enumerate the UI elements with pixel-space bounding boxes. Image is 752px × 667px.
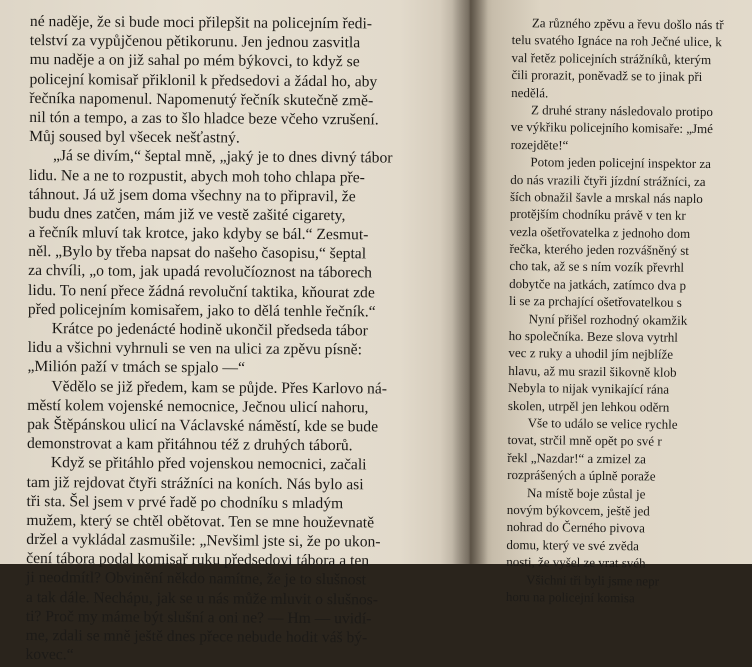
right-page-line: ších obnažil šavle a mrskal nás naplo xyxy=(510,188,703,206)
right-page-line: nedělá. xyxy=(511,84,549,100)
right-page-line: tovat, strčil mně opět po své r xyxy=(507,432,662,449)
right-page-line: Vše to událo se velice rychle xyxy=(527,415,678,432)
right-page-line: protějším chodníku právě v ten kr xyxy=(509,206,686,224)
right-page-line: Na místě boje zůstal je xyxy=(526,484,646,501)
left-page-line: kovec.“ xyxy=(25,646,74,664)
right-page-line: Nyní přišel rozhodný okamžik xyxy=(528,310,688,328)
left-page-line: něl. „Bylo by třeba napsat do našeho časopisu,“ šeptal xyxy=(28,243,367,263)
right-page-line: skolen, utrpěl jen lehkou oděrn xyxy=(507,397,670,415)
left-page-line: telství za vypůjčenou pětikorunu. Jen jednou zasvitla xyxy=(29,32,361,52)
left-page-line: né naděje, že si bude moci přilepšit na policejním ředi- xyxy=(29,12,373,33)
right-page-line: ho společníka. Beze slova vytrhl xyxy=(508,328,679,345)
left-page-line: čení tábora podal komisař ruku předsedovi tábora a ten xyxy=(26,550,370,570)
left-page-line: za chvíli, „o tom, jak upadá revolučíoznost na táborech xyxy=(28,262,373,282)
left-page-line: tam již rejdovat čtyři strážníci na koních. Nás bylo asi xyxy=(26,473,364,493)
left-page-line: Vědělo se již předem, kam se půjde. Přes Karlovo ná- xyxy=(51,377,388,398)
left-page-line: ji neodmítl? Obvinění někdo namítne, že je to slušnost xyxy=(25,569,367,589)
left-page-line: budu dnes zatčen, mám již ve vestě zašité cigarety, xyxy=(28,204,346,225)
right-page-text xyxy=(506,14,752,608)
left-page-line: lidu. Ne a ne to rozpustit, abych moh toho chlapa pře- xyxy=(28,166,365,186)
right-page-line: nosti, že vyšel ze vrat svéh xyxy=(506,554,646,571)
left-page-line: mužem, který se chtěl obětovat. Ten se mne houževnatě xyxy=(26,511,375,532)
left-page-fold-shadow xyxy=(440,0,470,564)
right-page-line: nohrad do Černého pivova xyxy=(506,519,645,536)
left-page-line: me, zdali se mně ještě dnes přece nebude hodit váš bý- xyxy=(25,626,368,647)
right-book-page xyxy=(470,0,752,606)
left-page-line: „Milión paží v tmách se spjalo —“ xyxy=(27,358,245,377)
right-page-line: čili prorazit, poněvadž se to jinak při xyxy=(511,67,703,85)
left-page-line: mu naděje a on již sahal po mém býkovci, to když se xyxy=(29,51,360,71)
right-page-line: do nás vrazili čtyři jízdní strážníci, za xyxy=(510,171,706,189)
right-page-line: hlavu, až mu srazil šikovně klob xyxy=(508,362,677,380)
left-page-line: nil tón a tempo, a zas to šlo hladce beze včeho vzrušení. xyxy=(29,108,379,129)
left-page-line: Můj soused byl všecek nešťastný. xyxy=(29,128,240,147)
left-page-line: před policejním komisařem, jako to dělá tenhle řečník.“ xyxy=(27,300,376,321)
right-page-line: vezla ošetřovatelka z jednoho dom xyxy=(509,223,691,241)
left-page-line: a řečník mluví tak krotce, jako kdyby se bál.“ Zesmut- xyxy=(28,224,369,244)
left-page-line: držel a vykládal zasmušile: „Nevšiml jste si, že po ukon- xyxy=(26,531,381,551)
right-page-line: li se za prchající ošetřovatelkou s xyxy=(508,293,682,311)
left-page-line: městí kolem vojenské nemocnice, Ječnou ulicí nahoru, xyxy=(27,396,369,417)
right-page-line: domu, který ve své zvěda xyxy=(506,536,640,554)
right-page-line: val řetěz policejních strážníků, kterým xyxy=(511,49,712,67)
right-page-line: Z druhé strany následovalo protipo xyxy=(530,102,714,120)
left-page-line: a tak dále. Nechápu, jak se u nás může mluvit o slušnos- xyxy=(25,588,379,609)
left-page-line: Krátce po jedenácté hodině ukončil předseda tábor xyxy=(51,320,368,340)
left-page-line: lidu. To není přece žádná revoluční taktika, kňourat zde xyxy=(27,281,375,302)
right-page-line: řekl „Nazdar!“ a zmizel za xyxy=(507,449,647,467)
right-page-line: Potom jeden policejní inspektor za xyxy=(530,154,712,172)
left-page-line: táhnout. Já už jsem doma všechny na to připravil, že xyxy=(28,185,356,205)
left-page-line: pak Štěpánskou ulicí na Václavské náměstí, kde se bude xyxy=(27,415,379,436)
right-page-line: rozprášených a úplně poraže xyxy=(507,467,656,484)
right-page-line: ve výkřiku policejního komisaře: „Jmé xyxy=(510,119,714,137)
right-page-line: Za různého zpěvu a řevu došlo nás tř xyxy=(531,15,724,33)
right-page-line: Nebyla to nijak vynikající rána xyxy=(508,380,670,397)
right-page-line: dobytče na jatkách, zatímco dva p xyxy=(509,275,687,293)
left-page-text xyxy=(25,12,432,667)
left-page-line: lidu a všichni vyhrnuli se ven na ulici za zpěvu písně: xyxy=(27,339,363,359)
right-page-line: horu na policejní komisa xyxy=(505,588,635,606)
left-page-line: policejní komisař přiklonil k předsedovi a žádal ho, aby xyxy=(29,70,378,90)
left-page-line: řečníka napomenul. Napomenutý řečník skutečně změ- xyxy=(29,89,374,110)
left-page-line: ti? Proč my máme být slušní a oni ne? — Hm — uvidí- xyxy=(25,607,372,628)
right-page-line: vec z ruky a uhodil jím nejblíže xyxy=(508,345,674,363)
right-page-line: řečka, kterého jeden rozvášněný st xyxy=(509,241,690,258)
right-page-line: novým býkovcem, ještě jed xyxy=(506,501,650,519)
right-page-line: rozejděte!“ xyxy=(510,136,569,153)
left-page-line: tři sta. Šel jsem v prvé řadě po chodníku s mladým xyxy=(26,492,344,512)
left-page-line: „Já se divím,“ šeptal mně, „jaký je to dnes divný tábor xyxy=(52,147,393,167)
right-page-line: telu svatého Ignáce na roh Ječné ulice, k xyxy=(511,32,722,50)
right-page-line: Všichni tři byli jsme nepr xyxy=(526,571,660,589)
left-page-line: demonstrovat a kam přitáhnou též z druhých táborů. xyxy=(26,435,353,455)
left-page-line: Když se přitáhlo před vojenskou nemocnici, začali xyxy=(50,454,367,474)
right-page-line: cho tak, až se s ním vozík převrhl xyxy=(509,258,685,276)
